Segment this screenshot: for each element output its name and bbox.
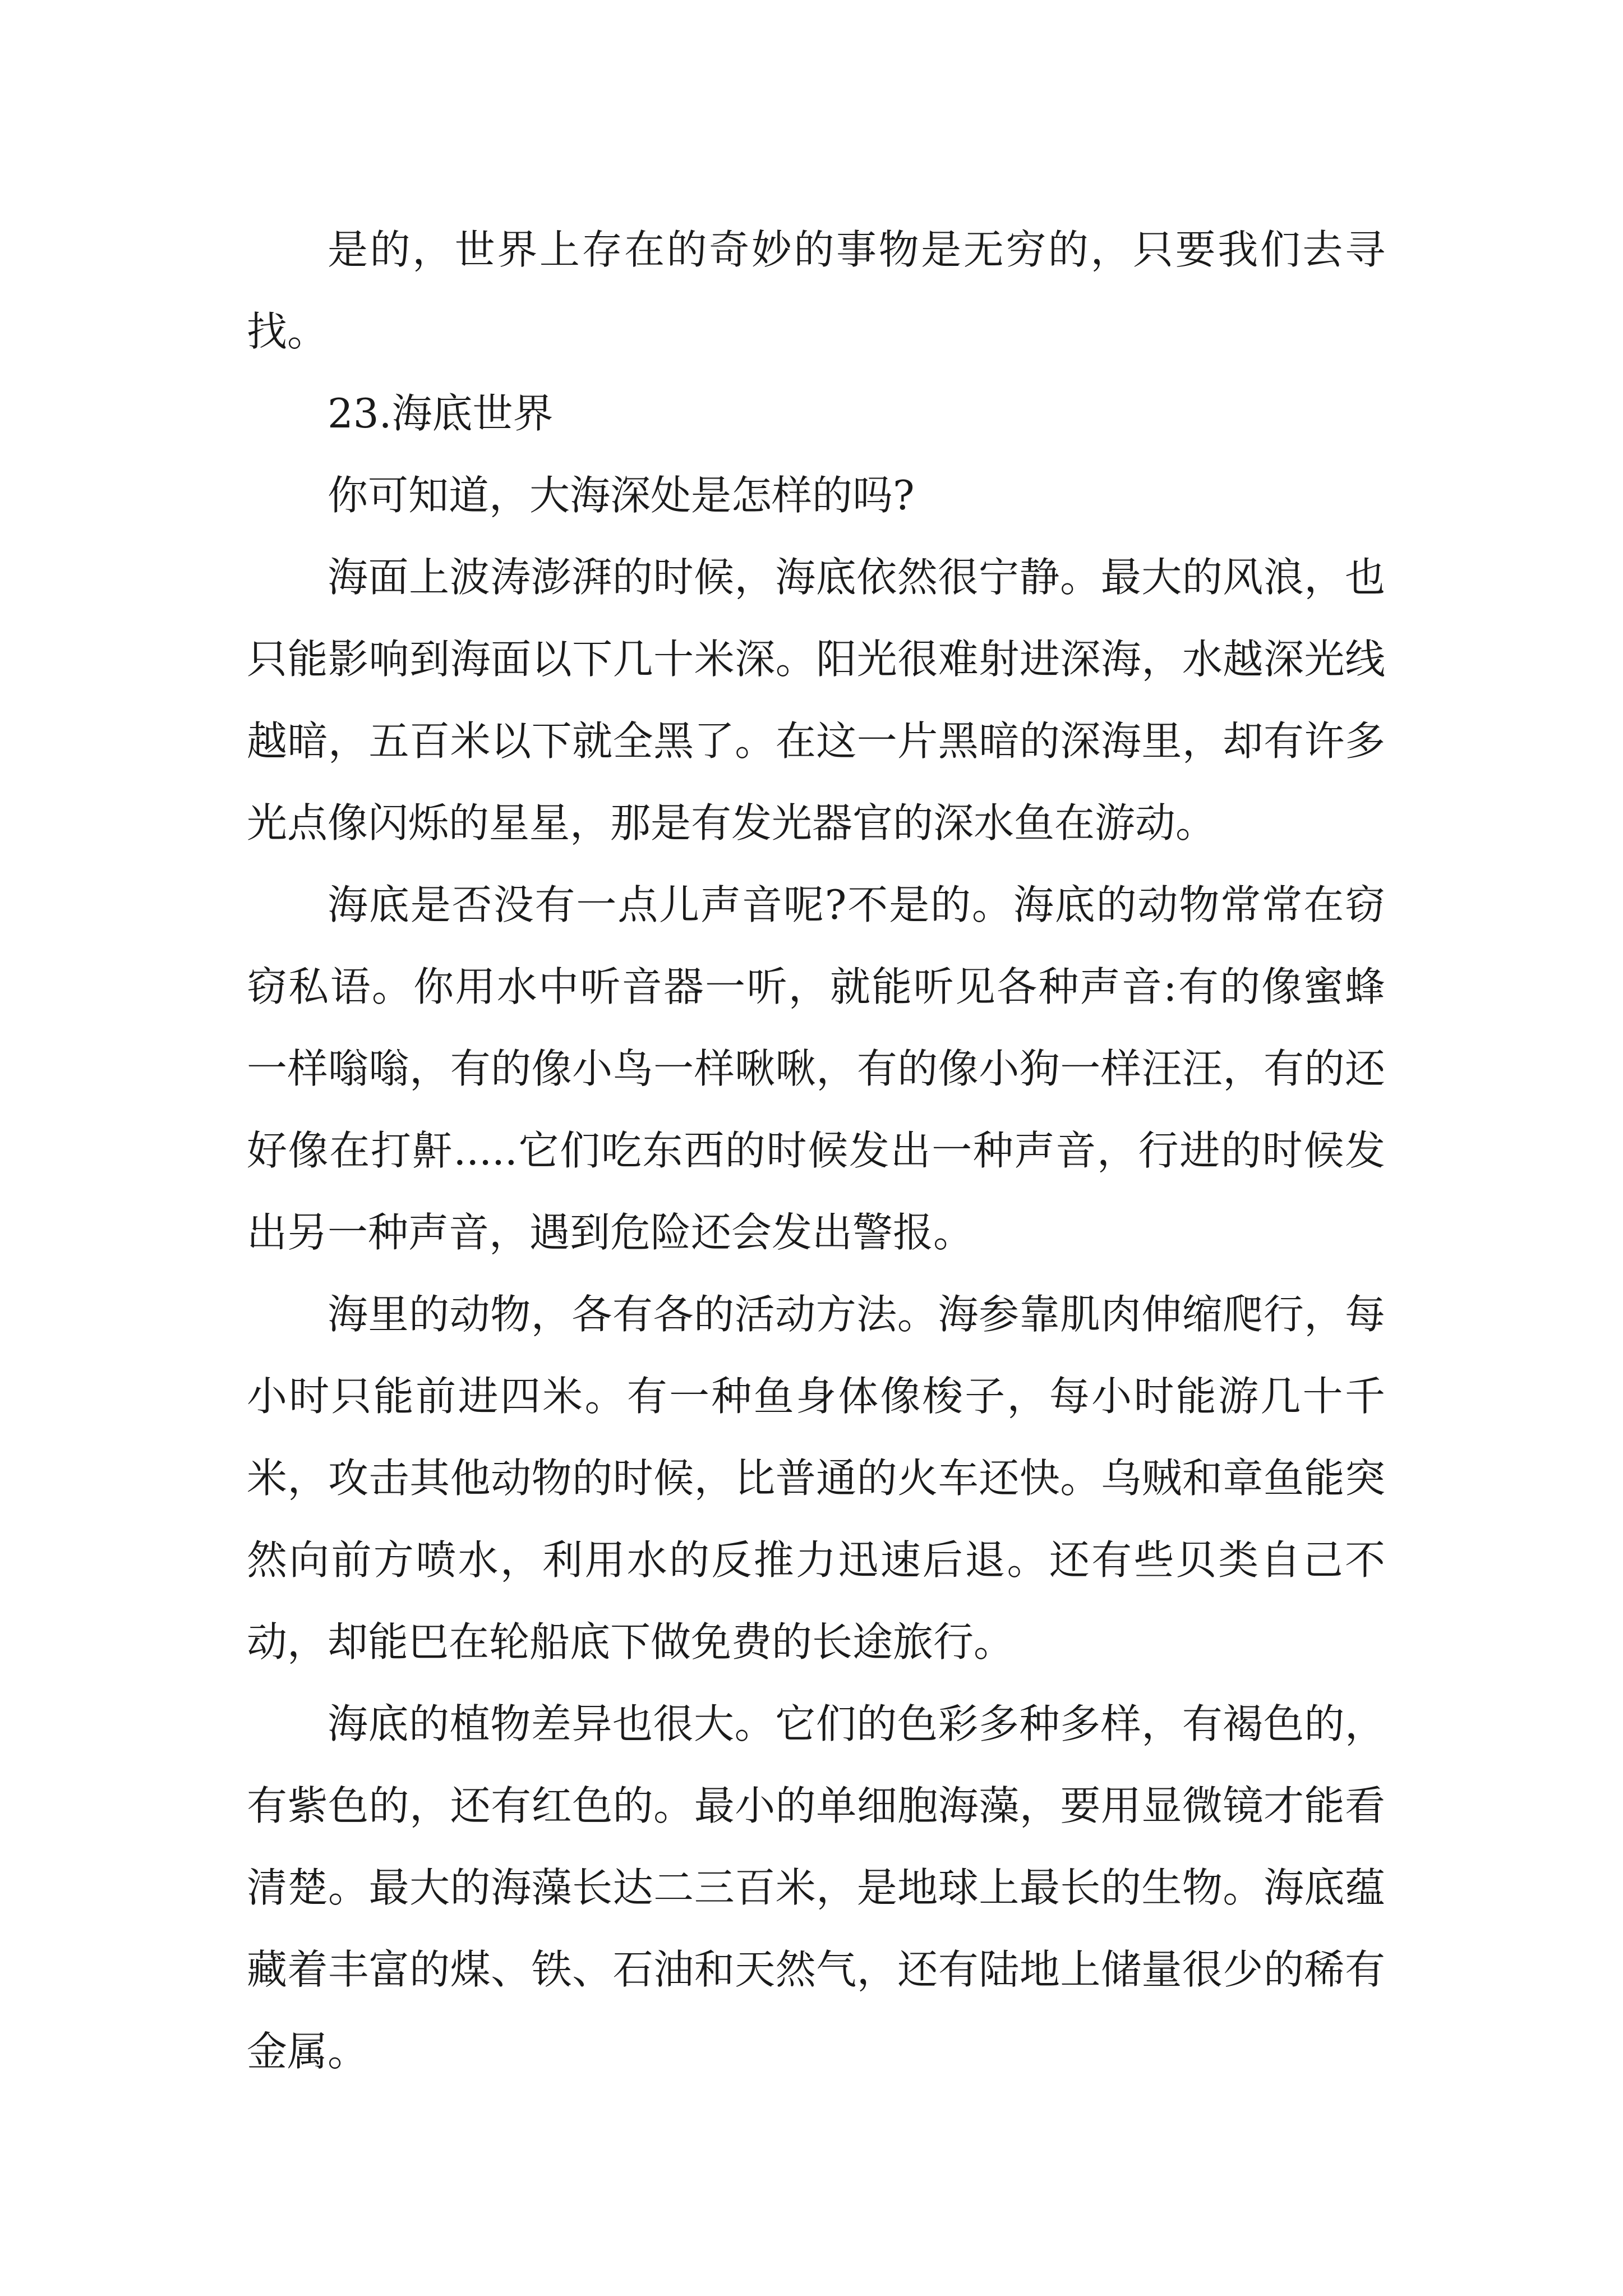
paragraph-animal-movement: 海里的动物，各有各的活动方法。海参靠肌肉伸缩爬行，每小时只能前进四米。有一种鱼身体像梭子，每小时能游几十千米，攻击其他动物的时候，比普通的火车还快。乌贼和章鱼能突然向前方喷水，利用水的反推力迅速后退。还有些贝类自己不动，却能巴在轮船底下做免费的长途旅行。 [247, 1291, 1385, 1665]
paragraph-sea-plants-resources: 海底的植物差异也很大。它们的色彩多种多样，有褐色的，有紫色的，还有红色的。最小的单细胞海藻，要用显微镜才能看清楚。最大的海藻长达二三百米，是地球上最长的生物。海底蕴藏着丰富的煤、铁、石油和天然气，还有陆地上储量很少的稀有金属。 [247, 1700, 1385, 2075]
paragraph-closing-remark: 是的，世界上存在的奇妙的事物是无穷的，只要我们去寻找。 [247, 226, 1385, 355]
text-column [247, 209, 1385, 2092]
lesson-title: 23.海底世界 [328, 390, 554, 437]
paragraph-sea-sounds: 海底是否没有一点儿声音呢?不是的。海底的动物常常在窃窃私语。你用水中听音器一听，就能听见各种声音:有的像蜜蜂一样嗡嗡，有的像小鸟一样啾啾，有的像小狗一样汪汪，有的还好像在打鼾.....它们吃东西的时候发出一种声音，行进的时候发出另一种声音，遇到危险还会发出警报。 [247, 881, 1385, 1256]
paragraph-intro-question: 你可知道，大海深处是怎样的吗? [328, 472, 915, 519]
paragraph-deep-sea-light: 海面上波涛澎湃的时候，海底依然很宁静。最大的风浪，也只能影响到海面以下几十米深。阳光很难射进深海，水越深光线越暗，五百米以下就全黑了。在这一片黑暗的深海里，却有许多光点像闪烁的星星，那是有发光器官的深水鱼在游动。 [247, 554, 1385, 846]
